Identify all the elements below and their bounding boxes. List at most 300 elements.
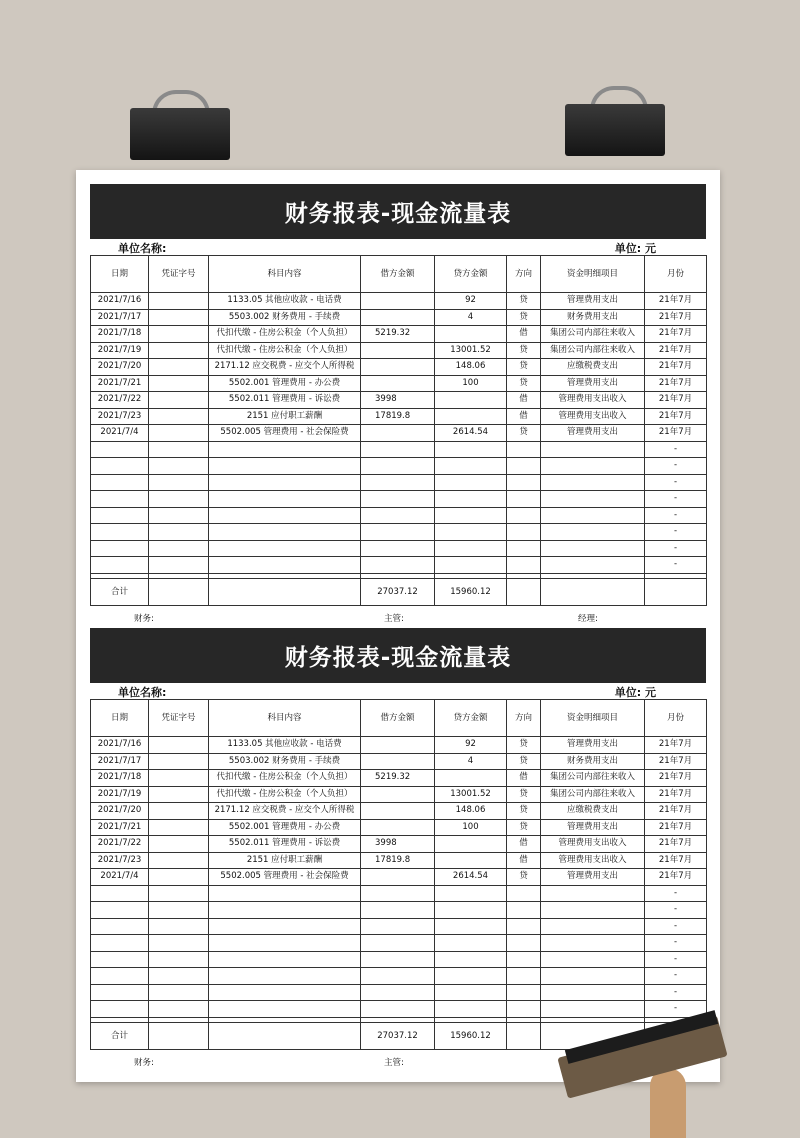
table-cell: 21年7月 (645, 819, 707, 836)
table-cell (541, 984, 645, 1001)
table-cell: 借 (507, 770, 541, 787)
table-cell: 应缴税费支出 (541, 803, 645, 820)
table-cell: 代扣代缴 - 住房公积金（个人负担） (209, 770, 361, 787)
table-row (91, 375, 707, 392)
table-cell: - (645, 885, 707, 902)
table-row (91, 474, 707, 491)
table-cell: 贷 (507, 753, 541, 770)
table-cell (507, 918, 541, 935)
table-cell: 5502.011 管理费用 - 诉讼费 (209, 836, 361, 853)
table-cell: 代扣代缴 - 住房公积金（个人负担） (209, 326, 361, 343)
table-cell: 管理费用支出收入 (541, 408, 645, 425)
table-cell (149, 441, 209, 458)
clip-body (130, 108, 230, 160)
report-paper (76, 170, 720, 1082)
table-cell (435, 918, 507, 935)
table-cell: 代扣代缴 - 住房公积金（个人负担） (209, 786, 361, 803)
table-cell (507, 507, 541, 524)
table-cell: - (645, 984, 707, 1001)
table-cell (149, 770, 209, 787)
table-cell (435, 326, 507, 343)
total-cell (149, 1022, 209, 1049)
table-row (91, 524, 707, 541)
table-row (91, 392, 707, 409)
column-header: 借方金额 (361, 700, 435, 737)
table-cell (541, 557, 645, 574)
total-cell (149, 578, 209, 605)
column-header: 月份 (645, 700, 707, 737)
table-cell (149, 309, 209, 326)
table-cell (361, 458, 435, 475)
unit-label: 单位: 元 (614, 242, 656, 255)
table-cell (209, 507, 361, 524)
table-cell (209, 540, 361, 557)
supervisor-signature-label: 主管: (384, 613, 404, 624)
report-title: 财务报表-现金流量表 (90, 628, 706, 683)
table-cell (149, 326, 209, 343)
table-cell (91, 458, 149, 475)
table-cell (149, 885, 209, 902)
table-cell (149, 474, 209, 491)
table-cell: 21年7月 (645, 326, 707, 343)
table-row (91, 293, 707, 310)
cashflow-table (90, 699, 707, 1050)
total-cell (209, 1022, 361, 1049)
table-row (91, 935, 707, 952)
table-cell (149, 918, 209, 935)
table-cell: 2021/7/20 (91, 803, 149, 820)
table-cell (209, 968, 361, 985)
table-cell (149, 359, 209, 376)
supervisor-signature-label: 主管: (384, 1057, 404, 1068)
table-cell: - (645, 1001, 707, 1018)
table-cell: 17819.8 (361, 408, 435, 425)
table-cell: 5503.002 财务费用 - 手续费 (209, 753, 361, 770)
table-cell (91, 557, 149, 574)
table-cell (91, 474, 149, 491)
rubber-stamp-icon (560, 1008, 730, 1128)
table-cell: 贷 (507, 786, 541, 803)
table-cell (209, 557, 361, 574)
table-cell: 4 (435, 309, 507, 326)
table-cell (507, 458, 541, 475)
table-cell (435, 557, 507, 574)
table-cell: 148.06 (435, 803, 507, 820)
table-cell (435, 902, 507, 919)
binder-clip-right (565, 86, 665, 156)
table-cell (435, 935, 507, 952)
table-cell: 2021/7/23 (91, 852, 149, 869)
table-row (91, 803, 707, 820)
table-cell (361, 984, 435, 1001)
table-cell: 5219.32 (361, 326, 435, 343)
table-cell: - (645, 441, 707, 458)
table-cell (91, 885, 149, 902)
table-cell (149, 557, 209, 574)
table-cell: - (645, 935, 707, 952)
table-row (91, 441, 707, 458)
table-cell (541, 441, 645, 458)
table-cell: 21年7月 (645, 869, 707, 886)
table-cell (541, 524, 645, 541)
table-cell: 借 (507, 852, 541, 869)
table-cell: 贷 (507, 359, 541, 376)
table-cell (149, 458, 209, 475)
table-cell (149, 524, 209, 541)
table-cell: 1133.05 其他应收款 - 电话费 (209, 293, 361, 310)
table-row (91, 869, 707, 886)
table-cell (91, 524, 149, 541)
table-cell (91, 902, 149, 919)
binder-clip-left (130, 90, 230, 160)
table-cell: 5502.011 管理费用 - 诉讼费 (209, 392, 361, 409)
report-section-2 (90, 628, 706, 1070)
table-cell (149, 540, 209, 557)
table-cell (435, 491, 507, 508)
table-row (91, 491, 707, 508)
table-cell (361, 359, 435, 376)
table-cell (209, 441, 361, 458)
table-cell: 贷 (507, 869, 541, 886)
table-cell: 2021/7/18 (91, 326, 149, 343)
table-cell (361, 491, 435, 508)
table-row (91, 408, 707, 425)
table-cell (435, 951, 507, 968)
table-cell: 集团公司内部往来收入 (541, 770, 645, 787)
table-cell: - (645, 540, 707, 557)
table-cell (149, 753, 209, 770)
table-cell: 21年7月 (645, 737, 707, 754)
table-cell: 21年7月 (645, 408, 707, 425)
unit-row (90, 239, 706, 255)
total-cell (541, 578, 645, 605)
table-cell: 21年7月 (645, 770, 707, 787)
table-cell: 5502.001 管理费用 - 办公费 (209, 375, 361, 392)
table-cell: 管理费用支出收入 (541, 852, 645, 869)
table-cell: 借 (507, 836, 541, 853)
table-cell: 2021/7/19 (91, 342, 149, 359)
table-cell (149, 984, 209, 1001)
table-cell: 17819.8 (361, 852, 435, 869)
table-cell: 管理费用支出收入 (541, 392, 645, 409)
table-cell: 21年7月 (645, 359, 707, 376)
table-cell: 5219.32 (361, 770, 435, 787)
table-cell (91, 540, 149, 557)
table-row (91, 836, 707, 853)
table-cell (149, 852, 209, 869)
table-cell (541, 902, 645, 919)
table-cell: 2021/7/22 (91, 836, 149, 853)
table-cell (361, 786, 435, 803)
table-row (91, 458, 707, 475)
table-cell: 13001.52 (435, 786, 507, 803)
table-cell (507, 984, 541, 1001)
table-cell (149, 786, 209, 803)
table-cell: 21年7月 (645, 852, 707, 869)
table-row (91, 309, 707, 326)
table-row (91, 507, 707, 524)
table-cell (361, 951, 435, 968)
table-cell (541, 885, 645, 902)
column-header: 资金明细项目 (541, 256, 645, 293)
table-cell: 管理费用支出 (541, 425, 645, 442)
table-cell: - (645, 524, 707, 541)
table-cell: 2171.12 应交税费 - 应交个人所得税 (209, 359, 361, 376)
table-row (91, 737, 707, 754)
table-cell (435, 885, 507, 902)
table-cell (149, 342, 209, 359)
table-cell (507, 540, 541, 557)
column-header: 资金明细项目 (541, 700, 645, 737)
table-cell (149, 392, 209, 409)
table-cell (91, 918, 149, 935)
table-cell (361, 425, 435, 442)
table-cell: 集团公司内部往来收入 (541, 326, 645, 343)
table-cell (91, 984, 149, 1001)
table-cell: 管理费用支出 (541, 869, 645, 886)
table-cell (435, 408, 507, 425)
table-cell: 贷 (507, 309, 541, 326)
table-cell (507, 935, 541, 952)
table-cell: - (645, 968, 707, 985)
table-cell: 21年7月 (645, 836, 707, 853)
column-header: 科目内容 (209, 256, 361, 293)
total-cell (645, 578, 707, 605)
table-cell: 贷 (507, 342, 541, 359)
table-cell (209, 951, 361, 968)
table-cell: 集团公司内部往来收入 (541, 786, 645, 803)
stamp-handle (650, 1068, 686, 1138)
table-cell (361, 885, 435, 902)
total-cell: 合计 (91, 578, 149, 605)
table-cell (361, 441, 435, 458)
table-cell: 贷 (507, 819, 541, 836)
table-cell: 21年7月 (645, 786, 707, 803)
table-cell (209, 935, 361, 952)
unit-name-label: 单位名称: (118, 686, 167, 699)
table-cell (361, 474, 435, 491)
table-cell (209, 491, 361, 508)
table-cell (541, 474, 645, 491)
total-cell (507, 1022, 541, 1049)
table-cell (361, 968, 435, 985)
table-cell: - (645, 458, 707, 475)
table-row (91, 359, 707, 376)
table-cell: 5503.002 财务费用 - 手续费 (209, 309, 361, 326)
table-cell: 4 (435, 753, 507, 770)
table-cell: 财务费用支出 (541, 753, 645, 770)
table-cell: 代扣代缴 - 住房公积金（个人负担） (209, 342, 361, 359)
table-cell (435, 474, 507, 491)
table-cell (361, 557, 435, 574)
table-cell (361, 935, 435, 952)
table-cell: 3998 (361, 836, 435, 853)
table-cell (435, 770, 507, 787)
table-cell (435, 836, 507, 853)
table-cell: 2021/7/19 (91, 786, 149, 803)
table-cell (507, 885, 541, 902)
table-cell (209, 902, 361, 919)
table-row (91, 902, 707, 919)
table-cell: 2151 应付职工薪酬 (209, 852, 361, 869)
table-cell: 2021/7/18 (91, 770, 149, 787)
column-header: 方向 (507, 700, 541, 737)
column-header: 日期 (91, 256, 149, 293)
table-cell (435, 1001, 507, 1018)
table-cell: 2171.12 应交税费 - 应交个人所得税 (209, 803, 361, 820)
table-cell (361, 737, 435, 754)
table-cell: 5502.005 管理费用 - 社会保险费 (209, 869, 361, 886)
table-cell: 2021/7/20 (91, 359, 149, 376)
table-cell: 5502.005 管理费用 - 社会保险费 (209, 425, 361, 442)
column-header: 贷方金额 (435, 700, 507, 737)
table-cell (541, 968, 645, 985)
table-cell: 2021/7/4 (91, 425, 149, 442)
table-cell: 管理费用支出 (541, 293, 645, 310)
table-cell (91, 491, 149, 508)
table-cell: 2021/7/21 (91, 819, 149, 836)
cashflow-table (90, 255, 707, 606)
table-row (91, 425, 707, 442)
table-cell (361, 902, 435, 919)
table-cell: 应缴税费支出 (541, 359, 645, 376)
table-cell: - (645, 918, 707, 935)
table-cell (149, 491, 209, 508)
table-cell (209, 474, 361, 491)
report-title: 财务报表-现金流量表 (90, 184, 706, 239)
table-cell: 财务费用支出 (541, 309, 645, 326)
table-row (91, 819, 707, 836)
table-cell: 借 (507, 392, 541, 409)
table-cell (149, 737, 209, 754)
table-cell: 2021/7/17 (91, 753, 149, 770)
table-cell (435, 441, 507, 458)
table-cell (361, 375, 435, 392)
table-cell (149, 803, 209, 820)
table-row (91, 786, 707, 803)
total-cell: 15960.12 (435, 1022, 507, 1049)
table-cell: 92 (435, 737, 507, 754)
table-cell (435, 458, 507, 475)
total-cell: 15960.12 (435, 578, 507, 605)
table-cell (507, 557, 541, 574)
table-cell: 贷 (507, 425, 541, 442)
table-row (91, 885, 707, 902)
table-cell: 2021/7/16 (91, 737, 149, 754)
unit-label: 单位: 元 (614, 686, 656, 699)
table-cell (507, 491, 541, 508)
table-cell (149, 375, 209, 392)
table-cell (209, 524, 361, 541)
table-cell: - (645, 474, 707, 491)
table-cell (361, 309, 435, 326)
report-section-1 (90, 184, 706, 626)
table-cell (149, 968, 209, 985)
table-cell: 3998 (361, 392, 435, 409)
table-cell (435, 507, 507, 524)
table-cell: 100 (435, 819, 507, 836)
table-row (91, 326, 707, 343)
column-header: 凭证字号 (149, 256, 209, 293)
table-cell (361, 753, 435, 770)
table-cell: 21年7月 (645, 803, 707, 820)
column-header: 方向 (507, 256, 541, 293)
table-cell (541, 935, 645, 952)
finance-signature-label: 财务: (134, 1057, 154, 1068)
table-cell: - (645, 557, 707, 574)
table-cell (435, 392, 507, 409)
table-row (91, 852, 707, 869)
table-cell: 贷 (507, 803, 541, 820)
column-header: 凭证字号 (149, 700, 209, 737)
table-cell (541, 918, 645, 935)
table-cell: 管理费用支出收入 (541, 836, 645, 853)
table-cell (435, 984, 507, 1001)
column-header: 日期 (91, 700, 149, 737)
table-cell: 贷 (507, 375, 541, 392)
table-cell (507, 951, 541, 968)
finance-signature-label: 财务: (134, 613, 154, 624)
table-cell (149, 902, 209, 919)
table-cell (149, 425, 209, 442)
table-cell: 集团公司内部往来收入 (541, 342, 645, 359)
column-header: 借方金额 (361, 256, 435, 293)
table-cell: - (645, 491, 707, 508)
table-cell: 借 (507, 408, 541, 425)
table-row (91, 557, 707, 574)
table-cell (361, 507, 435, 524)
table-cell (209, 1001, 361, 1018)
table-cell (361, 342, 435, 359)
table-cell: 13001.52 (435, 342, 507, 359)
column-header: 贷方金额 (435, 256, 507, 293)
table-cell (209, 885, 361, 902)
table-cell (361, 803, 435, 820)
table-row (91, 918, 707, 935)
table-cell: 2151 应付职工薪酬 (209, 408, 361, 425)
total-cell (209, 578, 361, 605)
table-cell (541, 951, 645, 968)
table-cell (149, 408, 209, 425)
table-cell: - (645, 507, 707, 524)
table-cell (541, 540, 645, 557)
table-cell (361, 819, 435, 836)
table-cell: 2021/7/21 (91, 375, 149, 392)
table-cell (435, 968, 507, 985)
table-cell (361, 1001, 435, 1018)
table-cell (209, 984, 361, 1001)
table-cell: 21年7月 (645, 425, 707, 442)
table-cell: 21年7月 (645, 309, 707, 326)
table-row (91, 753, 707, 770)
table-row (91, 770, 707, 787)
table-cell (91, 935, 149, 952)
table-cell (361, 918, 435, 935)
table-cell (149, 869, 209, 886)
table-cell: 21年7月 (645, 392, 707, 409)
total-cell (507, 578, 541, 605)
table-cell (209, 458, 361, 475)
table-cell: 92 (435, 293, 507, 310)
table-cell: 21年7月 (645, 293, 707, 310)
table-cell: 贷 (507, 737, 541, 754)
table-cell (541, 491, 645, 508)
table-row (91, 951, 707, 968)
table-cell (507, 968, 541, 985)
table-cell (507, 1001, 541, 1018)
table-cell (91, 441, 149, 458)
table-cell (149, 507, 209, 524)
